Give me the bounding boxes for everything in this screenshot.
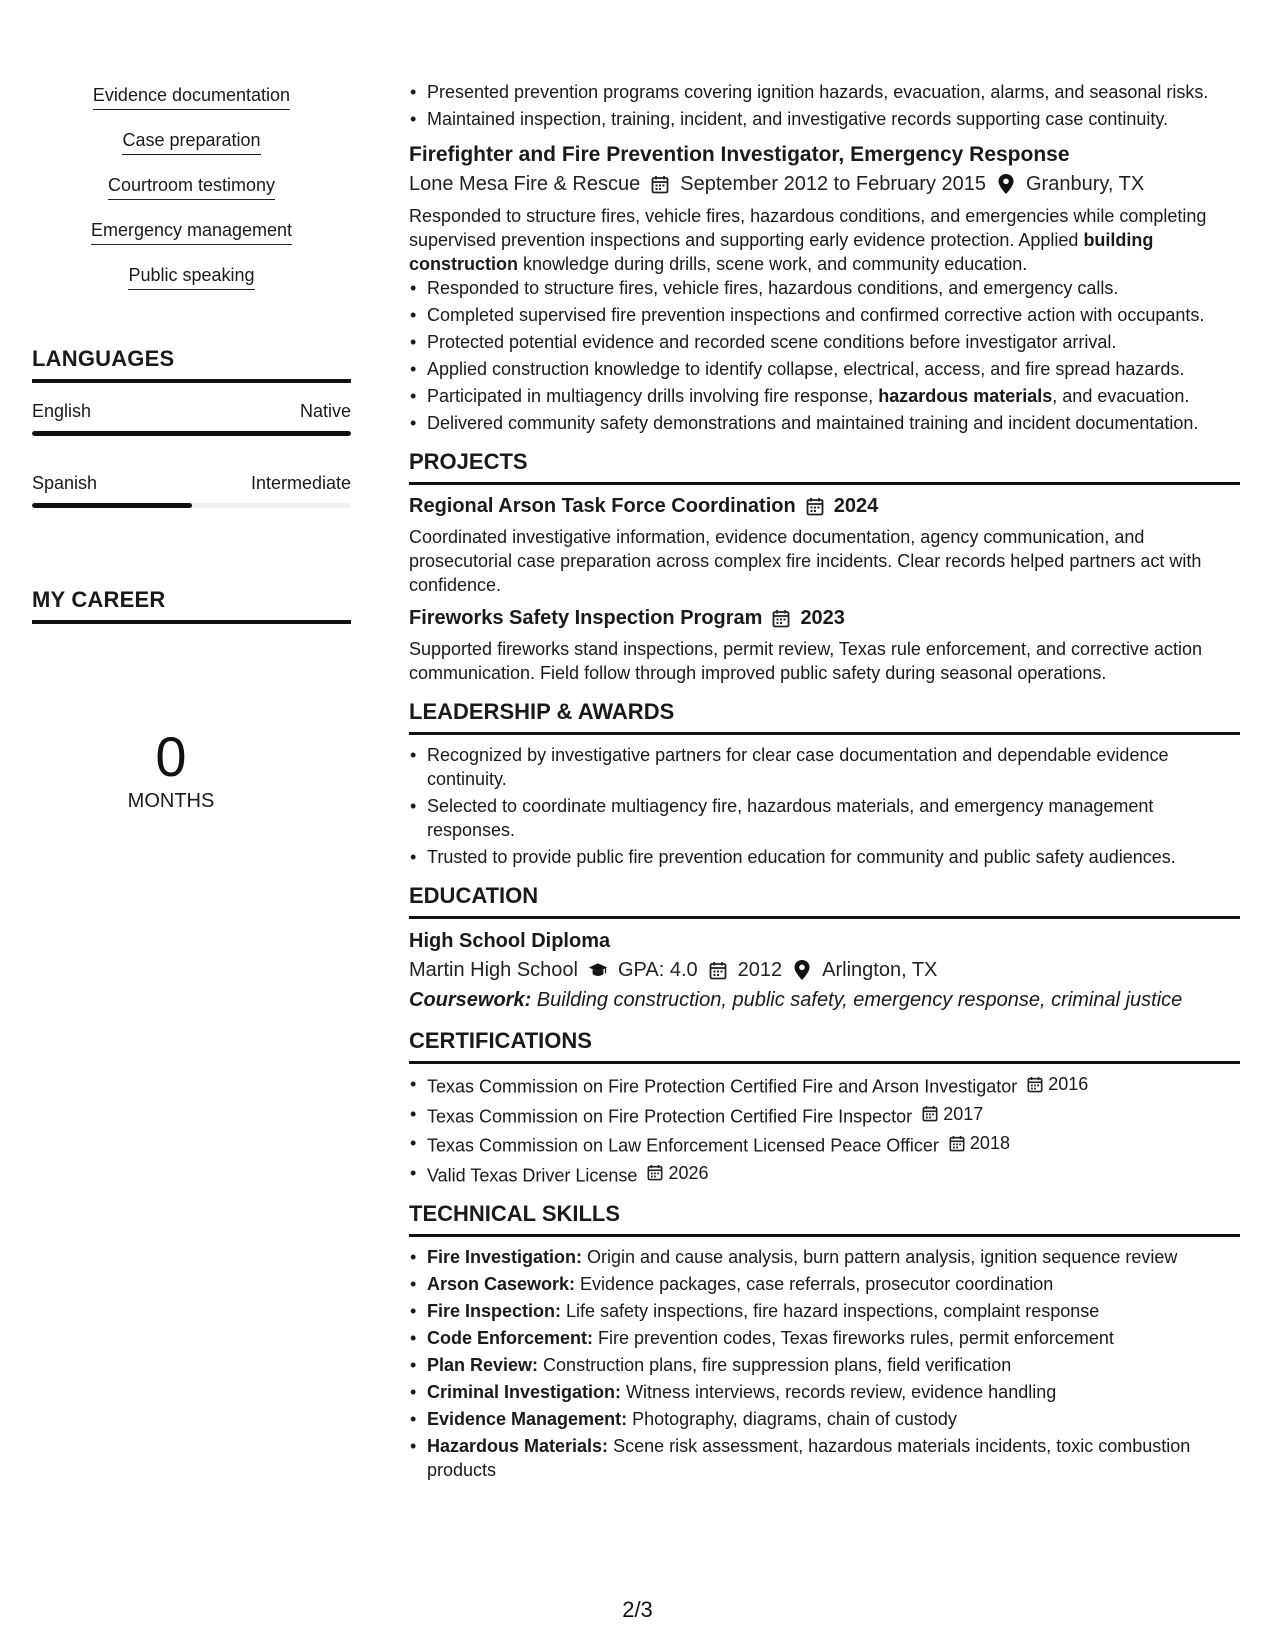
list-item: • Trusted to provide public fire prevention education for community and public safety audiences. <box>427 845 1240 869</box>
list-item: • Selected to coordinate multiagency fire, hazardous materials, and emergency management responses. <box>427 794 1240 842</box>
school-location: Arlington, TX <box>822 959 938 981</box>
previous-job-bullets <box>409 80 1240 131</box>
technical-skills-section <box>409 1201 1240 1482</box>
languages-heading: LANGUAGES <box>32 347 351 383</box>
certification-year: 2017 <box>943 1103 984 1124</box>
skill-label: Evidence Management: <box>427 1409 628 1429</box>
list-item <box>427 1245 1240 1269</box>
calendar-icon <box>1027 1076 1043 1093</box>
summary-text: Responded to structure fires, vehicle fires, hazardous conditions, and emergencies while completing supervised prevention inspections and supporting early evidence protection. Applied <box>409 206 1207 250</box>
list-item <box>427 1131 1240 1158</box>
project-description: Coordinated investigative information, evidence documentation, agency communication, and prosecutorial case preparation across complex fire incidents. Clear records helped partners act with confidence. <box>409 527 1202 595</box>
graduation-cap-icon <box>588 960 608 980</box>
project-title: Regional Arson Task Force Coordination <box>409 495 796 517</box>
sidebar <box>32 84 351 812</box>
calendar-icon <box>772 609 790 628</box>
skill-text: Construction plans, fire suppression plans, field verification <box>538 1355 1012 1375</box>
language-proficiency-bar <box>32 503 351 508</box>
languages-section <box>32 347 351 508</box>
skill-text: Evidence packages, case referrals, prosecutor coordination <box>575 1274 1054 1294</box>
career-unit: MONTHS <box>127 790 215 812</box>
calendar-icon <box>949 1135 965 1152</box>
language-proficiency-fill <box>32 431 351 436</box>
skill-tag: Courtroom testimony <box>108 174 275 200</box>
certification-name: Valid Texas Driver License <box>427 1165 638 1185</box>
language-proficiency-bar <box>32 431 351 436</box>
skill-text: Fire prevention codes, Texas fireworks rules, permit enforcement <box>593 1328 1114 1348</box>
calendar-icon <box>650 174 670 194</box>
skill-label: Fire Investigation: <box>427 1247 583 1267</box>
bullet-keyword: hazardous materials <box>878 386 1053 406</box>
coursework-text: Building construction, public safety, emergency response, criminal justice <box>531 989 1183 1011</box>
language-name: Spanish <box>32 473 98 493</box>
language-proficiency-fill <box>32 503 192 508</box>
school-name: Martin High School <box>409 959 578 981</box>
projects-heading: PROJECTS <box>409 449 1240 485</box>
coursework-label: Coursework: <box>409 989 532 1011</box>
list-item <box>427 1434 1240 1482</box>
certification-name: Texas Commission on Fire Protection Certified Fire and Arson Investigator <box>427 1076 1018 1097</box>
education-meta <box>409 956 1240 984</box>
career-heading: MY CAREER <box>32 588 351 624</box>
list-item: • Recognized by investigative partners for clear case documentation and dependable evidence continuity. <box>427 743 1240 791</box>
calendar-icon <box>922 1105 938 1122</box>
project-title: Fireworks Safety Inspection Program <box>409 607 763 629</box>
list-item <box>427 1407 1240 1431</box>
language-level: Intermediate <box>250 473 351 493</box>
certification-year: 2018 <box>969 1133 1010 1153</box>
skill-text: Photography, diagrams, chain of custody <box>627 1409 957 1429</box>
list-item <box>427 1161 1240 1188</box>
education-heading: EDUCATION <box>409 883 1240 919</box>
skill-label: Plan Review: <box>427 1355 539 1375</box>
skill-label: Arson Casework: <box>427 1274 576 1294</box>
bullet-text: Participated in multiagency drills involving fire response, <box>427 386 879 406</box>
language-item-spanish <box>32 472 351 508</box>
bullet-text: , and evacuation. <box>1052 386 1190 406</box>
list-item <box>427 1072 1240 1099</box>
skill-tag: Emergency management <box>91 219 292 245</box>
project-title-row <box>409 493 1240 519</box>
calendar-icon <box>806 497 824 516</box>
page-number: 2/3 <box>622 1597 653 1622</box>
certifications-heading: CERTIFICATIONS <box>409 1028 1240 1064</box>
job-title: Firefighter and Fire Prevention Investigator, Emergency Response <box>409 143 1070 166</box>
skill-text: Origin and cause analysis, burn pattern analysis, ignition sequence review <box>582 1247 1178 1267</box>
list-item: • Protected potential evidence and recorded scene conditions before investigator arrival. <box>427 330 1240 354</box>
skill-tag: Public speaking <box>128 264 254 290</box>
certification-year: 2016 <box>1048 1074 1089 1094</box>
list-item <box>427 384 1240 408</box>
list-item <box>427 1272 1240 1296</box>
certifications-list <box>409 1072 1240 1187</box>
skill-text: Life safety inspections, fire hazard inspections, complaint response <box>561 1301 1100 1321</box>
skill-item <box>32 174 351 200</box>
skill-tag: Case preparation <box>122 129 260 155</box>
certification-name: Texas Commission on Law Enforcement Licensed Peace Officer <box>427 1135 939 1156</box>
project-item <box>409 493 1240 597</box>
technical-skills-list <box>409 1245 1240 1482</box>
leadership-section <box>409 699 1240 869</box>
gpa: GPA: 4.0 <box>617 959 698 981</box>
job-bullets <box>409 276 1240 435</box>
location-pin-icon <box>996 174 1016 194</box>
coursework <box>409 986 1240 1014</box>
career-duration <box>32 725 310 812</box>
summary-text: knowledge during drills, scene work, and community education. <box>518 254 1028 274</box>
list-item <box>427 1299 1240 1323</box>
project-year: 2023 <box>800 607 845 629</box>
list-item: • Responded to structure fires, vehicle fires, hazardous conditions, and emergency calls. <box>427 276 1240 300</box>
list-item <box>427 1102 1240 1129</box>
list-item: • Applied construction knowledge to identify collapse, electrical, access, and fire spread hazards. <box>427 357 1240 381</box>
skill-label: Code Enforcement: <box>427 1328 594 1348</box>
certifications-section <box>409 1028 1240 1187</box>
language-item-english <box>32 400 351 436</box>
graduation-year: 2012 <box>737 959 783 981</box>
language-level: Native <box>299 401 351 421</box>
company-name: Lone Mesa Fire & Rescue <box>409 173 641 195</box>
list-item <box>427 1380 1240 1404</box>
list-item: • Completed supervised fire prevention inspections and confirmed corrective action with occupants. <box>427 303 1240 327</box>
skill-text: Scene risk assessment, hazardous materials incidents, toxic combustion products <box>427 1436 1191 1480</box>
language-name: English <box>32 401 92 421</box>
list-item: • Presented prevention programs covering ignition hazards, evacuation, alarms, and seasonal risks. <box>427 80 1240 104</box>
list-item: • Maintained inspection, training, incident, and investigative records supporting case continuity. <box>427 107 1240 131</box>
calendar-icon <box>647 1164 663 1181</box>
certification-year: 2026 <box>668 1162 709 1183</box>
location-pin-icon <box>792 960 812 980</box>
career-value: 0 <box>155 725 187 788</box>
job-meta <box>409 170 1240 198</box>
leadership-bullets <box>409 743 1240 869</box>
skill-text: Witness interviews, records review, evidence handling <box>621 1382 1057 1402</box>
degree-title: High School Diploma <box>409 930 611 952</box>
experience-item <box>409 141 1240 435</box>
soft-skills-list <box>32 84 351 290</box>
list-item: • Delivered community safety demonstrations and maintained training and incident documentation. <box>427 411 1240 435</box>
project-description: Supported fireworks stand inspections, permit review, Texas rule enforcement, and corrective action communication. Field follow through improved public safety during seasonal operations. <box>409 639 1203 683</box>
calendar-icon <box>708 960 728 980</box>
leadership-heading: LEADERSHIP & AWARDS <box>409 699 1240 735</box>
skill-item <box>32 129 351 155</box>
education-section <box>409 883 1240 1014</box>
project-title-row <box>409 605 1240 631</box>
list-item <box>427 1326 1240 1350</box>
projects-section <box>409 449 1240 685</box>
summary-keyword: building construction <box>409 230 1154 274</box>
job-dates: September 2012 to February 2015 <box>680 173 986 195</box>
project-year: 2024 <box>833 495 879 517</box>
technical-skills-heading: TECHNICAL SKILLS <box>409 1201 1240 1237</box>
job-location: Granbury, TX <box>1026 173 1145 195</box>
skill-label: Hazardous Materials: <box>427 1436 609 1456</box>
skill-item <box>32 264 351 290</box>
skill-label: Criminal Investigation: <box>427 1382 622 1402</box>
skill-tag: Evidence documentation <box>93 84 290 110</box>
job-summary <box>409 204 1240 276</box>
certification-name: Texas Commission on Fire Protection Certified Fire Inspector <box>427 1106 913 1126</box>
career-section <box>32 587 351 812</box>
list-item <box>427 1353 1240 1377</box>
skill-item <box>32 84 351 110</box>
project-item <box>409 605 1240 685</box>
skill-label: Fire Inspection: <box>427 1301 562 1321</box>
main-content <box>409 80 1240 1485</box>
skill-item <box>32 219 351 245</box>
